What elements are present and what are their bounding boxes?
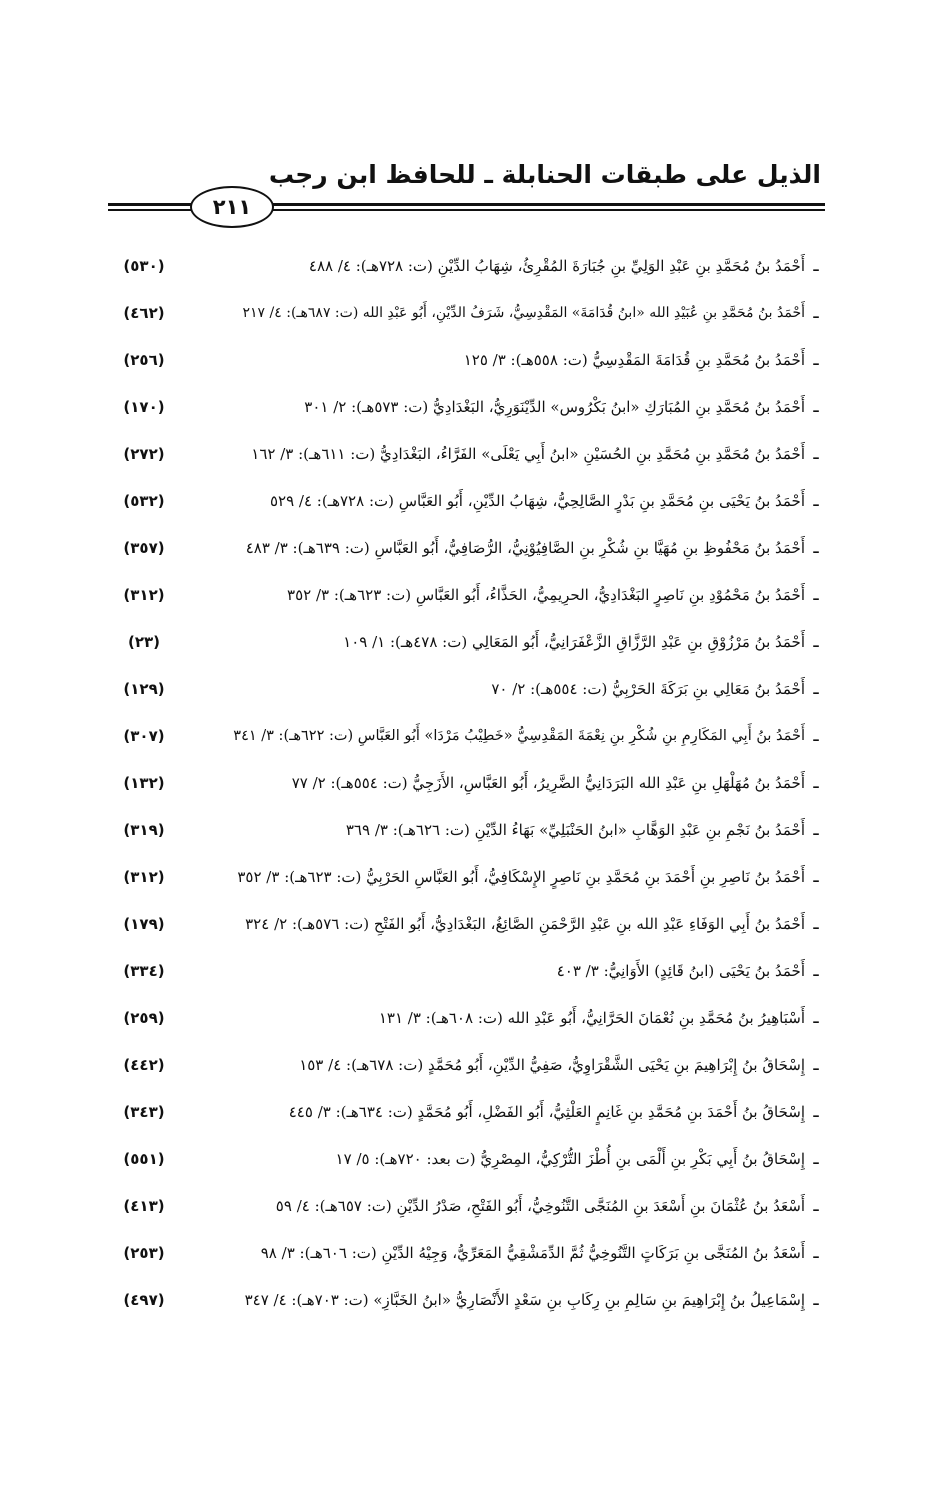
entry-text: أَحْمَدُ بنُ أَبِي الوَفَاءِ عَبْدِ الله بنِ عَبْدِ الرَّحْمَنِ الصَّائِغُ، البَغْدَادِيُّ، أَبُو الفَتْحِ (ت: ٥٧٦هـ): ٢/ ٣٢٤	[245, 915, 805, 933]
entry-reference-number: (٥٣٠)	[123, 257, 165, 275]
index-entry	[100, 622, 825, 669]
entry-bullet-dash: ـ	[813, 1101, 819, 1122]
index-entry	[100, 1092, 825, 1139]
index-entry-list	[100, 246, 825, 1327]
index-entry	[100, 340, 825, 387]
index-entry	[100, 246, 825, 293]
entry-text: أَحْمَدُ بنُ مُحَمَّدِ بنِ قُدَامَةَ المَقْدِسِيُّ (ت: ٥٥٨هـ): ٣/ ١٢٥	[463, 351, 805, 369]
entry-reference-number: (٤٩٧)	[123, 1291, 165, 1309]
index-entry	[100, 1186, 825, 1233]
entry-reference-number: (٣١٩)	[123, 821, 165, 839]
entry-reference-number: (٤١٣)	[123, 1197, 165, 1215]
entry-text: أَحْمَدُ بنُ يَحْيَى بنِ مُحَمَّدِ بنِ بَدْرٍ الصَّالِحِيُّ، شِهَابُ الدِّيْنِ، أَبُو العَبَّاسِ (ت: ٧٢٨هـ): ٤/ ٥٢٩	[269, 492, 805, 510]
entry-text: أَحْمَدُ بنُ مُحَمَّدِ بنِ المُبَارَكِ «ابنُ بَكْرُوس» الدِّيْنَوَرِيُّ، البَغْدَادِيُّ (ت: ٥٧٣هـ): ٢/ ٣٠١	[304, 398, 805, 416]
entry-bullet-dash: ـ	[813, 1148, 819, 1169]
entry-reference-number: (٥٣٢)	[123, 492, 165, 510]
entry-bullet-dash: ـ	[813, 584, 819, 605]
entry-text: أَحْمَدُ بنُ مَرْزُوْقِ بنِ عَبْدِ الرَّزَّاقِ الزَّعْفَرَانِيُّ، أَبُو المَعَالِي (ت: ٤٧٨هـ): ١/ ١٠٩	[343, 633, 805, 651]
entry-bullet-dash: ـ	[813, 819, 819, 840]
entry-text: أَسْبَاهِيرُ بنُ مُحَمَّدِ بنِ نُعْمَانَ الحَرَّانِيُّ، أَبُو عَبْدِ الله (ت: ٦٠٨هـ): ٣/ ١٣١	[378, 1009, 805, 1027]
index-entry	[100, 1139, 825, 1186]
index-entry	[100, 387, 825, 434]
entry-text: أَحْمَدُ بنُ مَحْفُوظِ بنِ مُهَيَّا بنِ شُكْرِ بنِ الصَّافِيُوْنِيُّ، الرُّصَافِيُّ، أَبُو العَبَّاسِ (ت: ٦٣٩هـ): ٣/ ٤٨٣	[245, 539, 805, 557]
entry-text: أَحْمَدُ بنُ نَجْمِ بنِ عَبْدِ الوَهَّابِ «ابنُ الحَنْبَلِيِّ» بَهَاءُ الدِّيْنِ (ت: ٦٢٦هـ): ٣/ ٣٦٩	[345, 821, 805, 839]
entry-bullet-dash: ـ	[813, 443, 819, 464]
index-entry	[100, 763, 825, 810]
entry-text: إِسْمَاعِيلُ بنُ إِبْرَاهِيمَ بنِ سَالِمِ بنِ رِكَابِ بنِ سَعْدٍ الأَنْصَارِيُّ «ابنُ الخَبَّازِ» (ت: ٧٠٣هـ): ٤/ ٣٤٧	[244, 1291, 805, 1309]
index-entry	[100, 716, 825, 763]
running-header-title: الذيل على طبقات الحنابلة ـ للحافظ ابن رجب	[268, 160, 821, 189]
entry-bullet-dash: ـ	[813, 725, 819, 746]
entry-bullet-dash: ـ	[813, 866, 819, 887]
entry-text: أَحْمَدُ بنُ يَحْيَى (ابنُ قَائِدٍ) الأَوَانِيُّ: ٣/ ٤٠٣	[556, 962, 805, 980]
index-entry	[100, 1280, 825, 1327]
entry-text: إِسْحَاقُ بنُ إِبْرَاهِيمَ بنِ يَحْيَى الشَّقْرَاوِيُّ، صَفِيُّ الدِّيْنِ، أَبُو مُحَمَّدٍ (ت: ٦٧٨هـ): ٤/ ١٥٣	[299, 1056, 805, 1074]
index-entry	[100, 1233, 825, 1280]
entry-bullet-dash: ـ	[813, 537, 819, 558]
entry-reference-number: (٢٥٦)	[123, 351, 165, 369]
entry-reference-number: (٣٤٣)	[123, 1103, 165, 1121]
entry-reference-number: (٣١٢)	[123, 868, 165, 886]
entry-reference-number: (١٣٢)	[123, 774, 165, 792]
entry-text: أَحْمَدُ بنُ نَاصِرِ بنِ أَحْمَدَ بنِ مُحَمَّدِ بنِ نَاصِرٍ الإِسْكَافِيُّ، أَبُو العَبَّاسِ الحَرْبِيُّ (ت: ٦٢٣هـ): ٣/ ٣٥٢	[237, 868, 805, 886]
entry-bullet-dash: ـ	[813, 1242, 819, 1263]
index-entry	[100, 434, 825, 481]
index-entry	[100, 293, 825, 340]
entry-bullet-dash: ـ	[813, 396, 819, 417]
entry-reference-number: (٢٣)	[127, 633, 161, 651]
entry-text: إِسْحَاقُ بنُ أَبِي بَكْرِ بنِ أَلْمَى بنِ أُطْزَ التُّرْكِيُّ، المِصْرِيُّ (ت بعد: ٧٢٠هـ): ٥/ ١٧	[335, 1150, 805, 1168]
entry-bullet-dash: ـ	[813, 349, 819, 370]
entry-bullet-dash: ـ	[813, 1289, 819, 1310]
entry-reference-number: (٤٤٢)	[123, 1056, 165, 1074]
entry-text: أَحْمَدُ بنُ مُهَلْهَلِ بنِ عَبْدِ الله البَرَدَانِيُّ الضَّرِيرُ، أَبُو العَبَّاسِ، الأَزَجِيُّ (ت: ٥٥٤هـ): ٢/ ٧٧	[291, 774, 805, 792]
index-entry	[100, 904, 825, 951]
entry-reference-number: (٣١٢)	[123, 586, 165, 604]
entry-bullet-dash: ـ	[813, 1054, 819, 1075]
index-entry	[100, 1045, 825, 1092]
entry-reference-number: (١٢٩)	[123, 680, 165, 698]
index-entry	[100, 669, 825, 716]
entry-reference-number: (٢٥٩)	[123, 1009, 165, 1027]
entry-bullet-dash: ـ	[813, 631, 819, 652]
index-entry	[100, 857, 825, 904]
entry-bullet-dash: ـ	[813, 960, 819, 981]
entry-text: أَحْمَدُ بنُ مُحَمَّدِ بنِ عَبْدِ الوَلِيِّ بنِ جُبَارَةَ المُقْرِئُ، شِهَابُ الدِّيْنِ (ت: ٧٢٨هـ): ٤/ ٤٨٨	[308, 257, 805, 275]
entry-reference-number: (١٧٠)	[123, 398, 165, 416]
entry-reference-number: (١٧٩)	[123, 915, 165, 933]
entry-text: إِسْحَاقُ بنُ أَحْمَدَ بنِ مُحَمَّدِ بنِ غَانِمٍ العَلْثِيُّ، أَبُو الفَضْلِ، أَبُو مُحَمَّدٍ (ت: ٦٣٤هـ): ٣/ ٤٤٥	[288, 1103, 805, 1121]
entry-bullet-dash: ـ	[813, 1195, 819, 1216]
entry-reference-number: (٥٥١)	[123, 1150, 165, 1168]
entry-text: أَحْمَدُ بنُ أَبِي المَكَارِمِ بنِ شُكْرِ بنِ نِعْمَةَ المَقْدِسِيُّ «خَطِيْبُ مَرْدَا» أَبُو العَبَّاسِ (ت: ٦٢٢هـ): ٣/ ٣٤١	[233, 728, 805, 744]
entry-bullet-dash: ـ	[813, 302, 819, 323]
entry-text: أَسْعَدُ بنُ عُثْمَانَ بنِ أَسْعَدَ بنِ المُنَجَّى التَّنُوخِيُّ، أَبُو الفَتْحِ، صَدْرُ الدِّيْنِ (ت: ٦٥٧هـ): ٤/ ٥٩	[275, 1197, 805, 1215]
entry-bullet-dash: ـ	[813, 490, 819, 511]
entry-text: أَحْمَدُ بنُ مَعَالِي بنِ بَرَكَةَ الحَرْبِيُّ (ت: ٥٥٤هـ): ٢/ ٧٠	[491, 680, 805, 698]
entry-bullet-dash: ـ	[813, 913, 819, 934]
entry-text: أَحْمَدُ بنُ مَحْمُوْدِ بنِ نَاصِرٍ البَغْدَادِيُّ، الحرِيمِيُّ، الحَذَّاءُ، أَبُو العَبَّاسِ (ت: ٦٢٣هـ): ٣/ ٣٥٢	[287, 586, 805, 604]
entry-text: أَسْعَدُ بنُ المُنَجَّى بنِ بَرَكَاتٍ التَّنُوخِيُّ ثُمَّ الدِّمَشْقِيُّ المَعَرِّيُّ، وَجِيْهُ الدِّيْنِ (ت: ٦٠٦هـ): ٣/ ٩٨	[260, 1244, 805, 1262]
entry-text: أَحْمَدُ بنُ مُحَمَّدِ بنِ عُبَيْدِ الله «ابنُ قُدَامَةَ» المَقْدِسِيُّ، شَرَفُ الدِّيْنِ، أَبُو عَبْدِ الله (ت: ٦٨٧هـ): ٤/ ٢١٧	[242, 305, 805, 321]
index-entry	[100, 810, 825, 857]
entry-reference-number: (٣٥٧)	[123, 539, 165, 557]
index-entry	[100, 951, 825, 998]
entry-text: أَحْمَدُ بنُ مُحَمَّدِ بنِ مُحَمَّدِ بنِ الحُسَيْنِ «ابنُ أَبِي يَعْلَى» الفَرَّاءُ، البَغْدَادِيُّ (ت: ٦١١هـ): ٣/ ١٦٢	[251, 445, 805, 463]
entry-reference-number: (٣٠٧)	[123, 727, 165, 745]
entry-reference-number: (٢٥٣)	[123, 1244, 165, 1262]
entry-bullet-dash: ـ	[813, 255, 819, 276]
index-entry	[100, 575, 825, 622]
index-entry	[100, 998, 825, 1045]
entry-reference-number: (٢٧٢)	[123, 445, 165, 463]
entry-bullet-dash: ـ	[813, 678, 819, 699]
entry-reference-number: (٤٦٢)	[123, 304, 165, 322]
index-entry	[100, 528, 825, 575]
entry-bullet-dash: ـ	[813, 772, 819, 793]
entry-bullet-dash: ـ	[813, 1007, 819, 1028]
index-entry	[100, 481, 825, 528]
entry-reference-number: (٣٣٤)	[123, 962, 165, 980]
page-number-badge: ٢١١	[190, 186, 274, 228]
